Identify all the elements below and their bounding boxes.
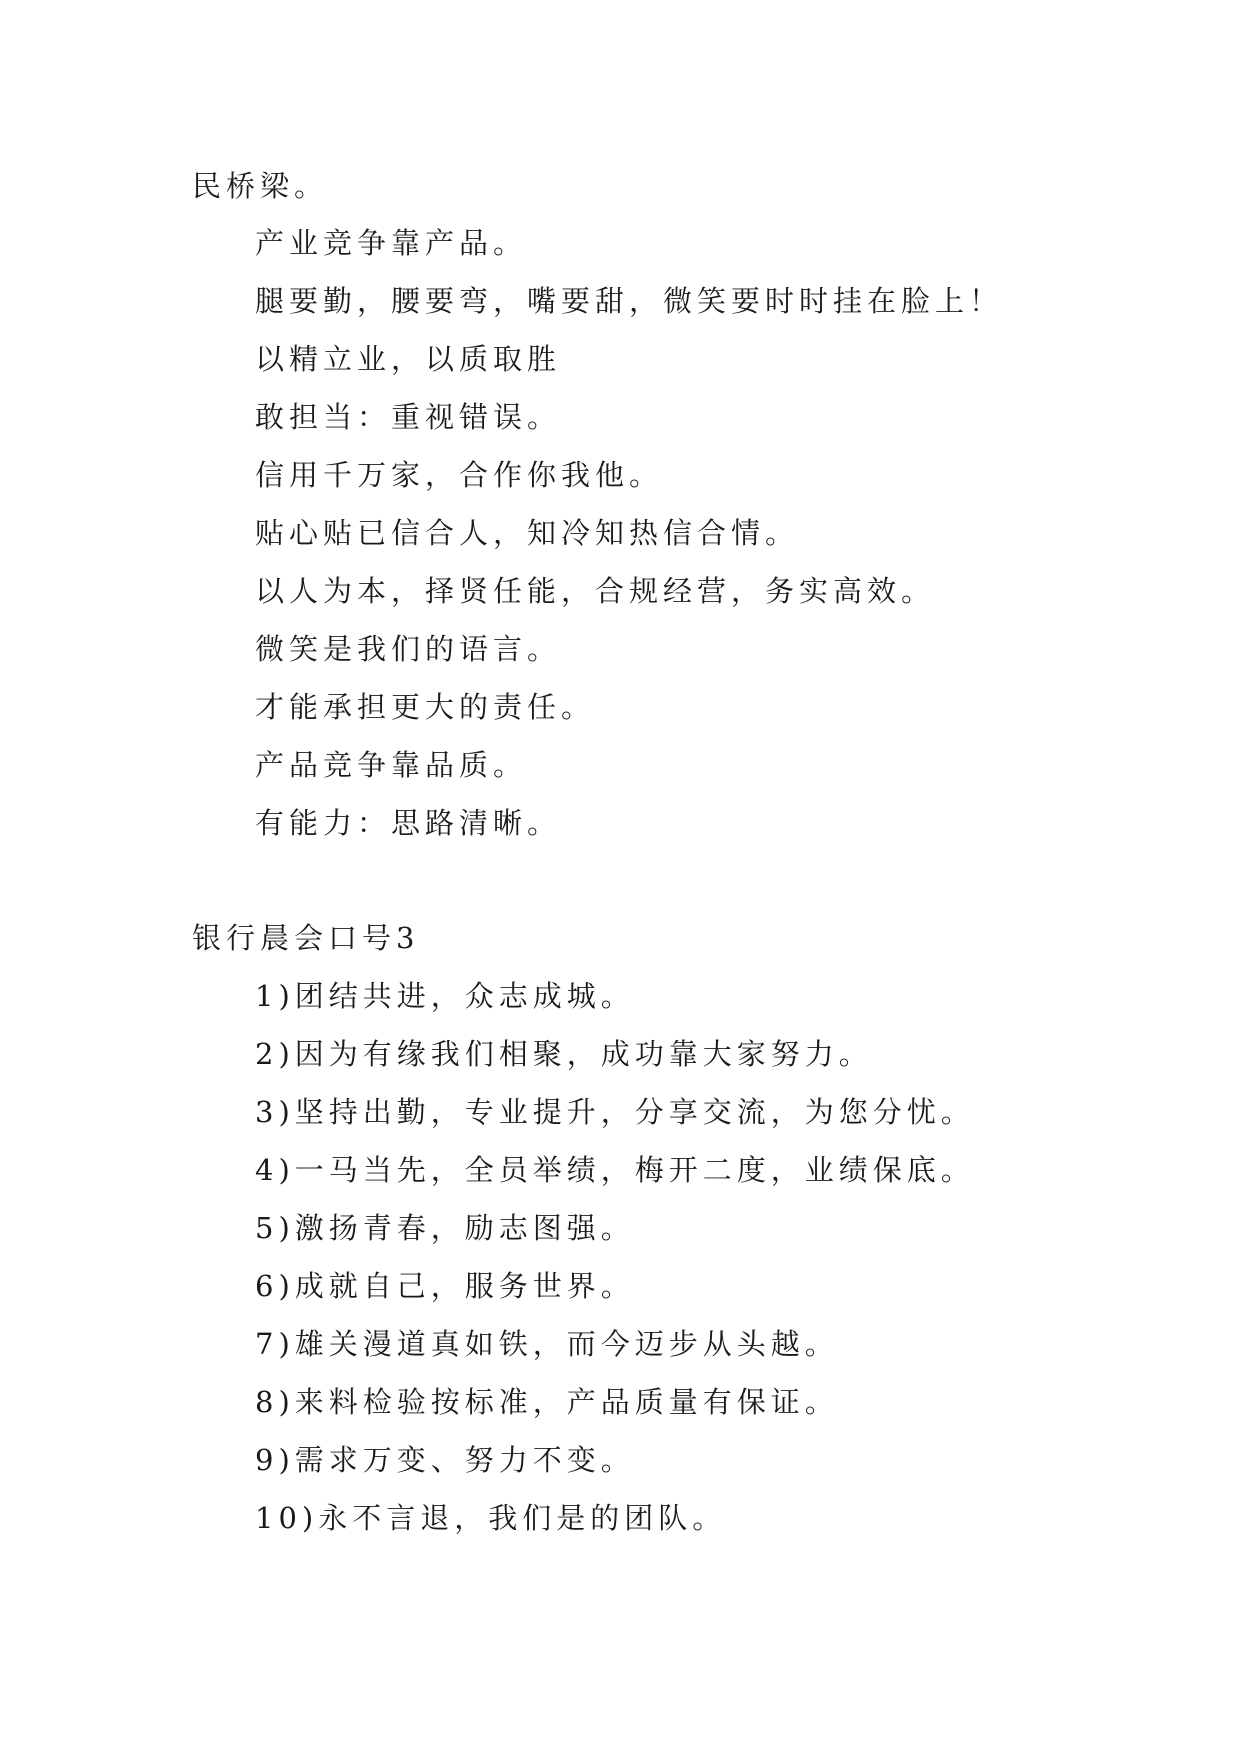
slogan-line: 产品竞争靠品质。 — [255, 748, 528, 782]
slogan-line: 贴心贴已信合人，知冷知热信合情。 — [255, 516, 800, 550]
slogan-line: 微笑是我们的语言。 — [255, 632, 562, 666]
slogan-line: 信用千万家，合作你我他。 — [255, 458, 664, 492]
numbered-slogan: 10)永不言退，我们是的团队。 — [255, 1501, 727, 1535]
numbered-slogan: 4)一马当先，全员举绩，梅开二度，业绩保底。 — [255, 1153, 975, 1187]
slogan-line: 有能力：思路清晰。 — [255, 806, 562, 840]
slogan-line: 产业竞争靠产品。 — [255, 226, 528, 260]
slogan-line: 以精立业，以质取胜 — [255, 342, 562, 376]
numbered-slogan: 7)雄关漫道真如铁，而今迈步从头越。 — [255, 1327, 839, 1361]
section-heading: 银行晨会口号3 — [192, 921, 420, 955]
intro-line: 民桥梁。 — [192, 169, 329, 203]
numbered-slogan: 3)坚持出勤，专业提升，分享交流，为您分忧。 — [255, 1095, 975, 1129]
slogan-line: 以人为本，择贤任能，合规经营，务实高效。 — [255, 574, 936, 608]
numbered-slogan: 8)来料检验按标准，产品质量有保证。 — [255, 1385, 839, 1419]
numbered-slogan: 5)激扬青春，励志图强。 — [255, 1211, 635, 1245]
slogan-line: 敢担当：重视错误。 — [255, 400, 562, 434]
numbered-slogan: 9)需求万变、努力不变。 — [255, 1443, 635, 1477]
slogan-line: 腿要勤，腰要弯，嘴要甜，微笑要时时挂在脸上！ — [255, 284, 1004, 318]
numbered-slogan: 1)团结共进，众志成城。 — [255, 979, 635, 1013]
numbered-slogan: 2)因为有缘我们相聚，成功靠大家努力。 — [255, 1037, 873, 1071]
slogan-line: 才能承担更大的责任。 — [255, 690, 596, 724]
numbered-slogan: 6)成就自己，服务世界。 — [255, 1269, 635, 1303]
